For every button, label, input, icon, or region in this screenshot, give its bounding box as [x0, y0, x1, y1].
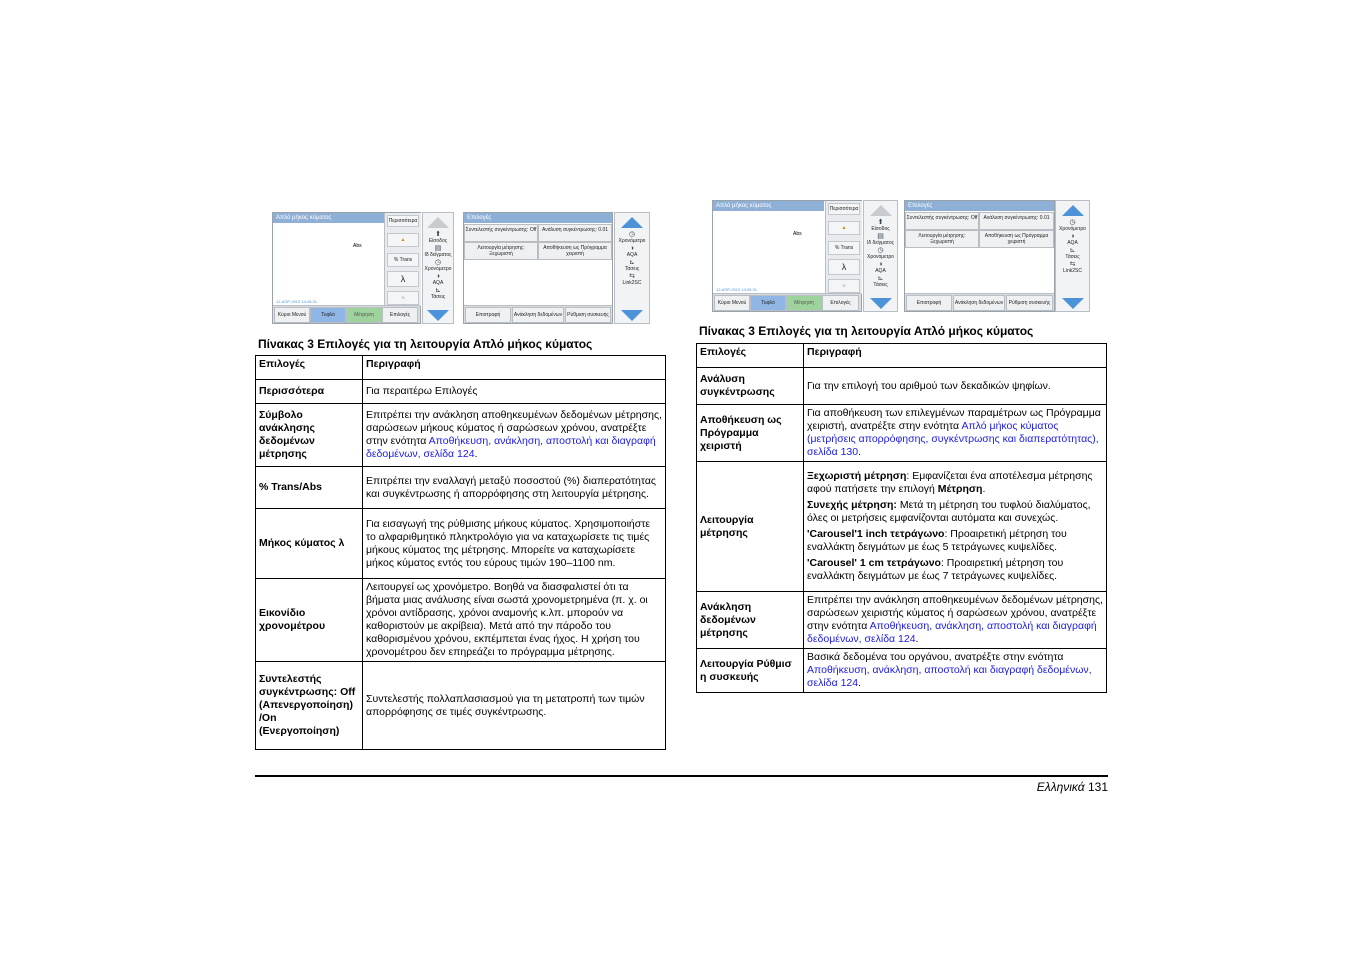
screenshot-main-left	[272, 212, 421, 324]
recall-data-button[interactable]: Ανάκληση δεδομένων	[512, 307, 564, 323]
abs-label: Abs	[793, 231, 802, 237]
option-cell: Ανάκληση δεδομένων μέτρησης	[697, 592, 804, 649]
sample-id-icon[interactable]: ▤ Ιδ δείγματος	[866, 233, 895, 246]
header-options: Επιλογές	[256, 356, 363, 380]
input-icon[interactable]: ⬆ Είσοδος	[871, 219, 890, 232]
option-cell: Σύμβολο ανάκλησης δεδομένων μέτρησης	[256, 404, 363, 467]
side-panel	[384, 213, 421, 306]
option-cell: Περισσότερα	[256, 380, 363, 404]
screenshot-options-left	[463, 212, 613, 324]
scroll-up-icon[interactable]	[864, 203, 897, 216]
table-row	[256, 467, 666, 509]
table-row	[697, 649, 1107, 693]
sample-id-icon[interactable]: ▤ Ιδ δείγματος	[424, 245, 452, 258]
options-bottom-bar	[464, 305, 612, 323]
scroll-arrows-options-left	[614, 212, 650, 324]
save-program-cell[interactable]: Αποθήκευση ως Πρόγραμμα χειριστή	[538, 242, 612, 260]
table-row	[256, 404, 666, 467]
description-cell: Λειτουργεί ως χρονόμετρο. Βοηθά να διασφαλιστεί ότι τα βήματα μιας ανάλυσης είναι σωστά χρονομετρημένα (π. χ. οι χρόνοι αντίδρασης, χρόνοι αναμονής κ.λπ. μπορούν να καθοριστούν με ακρίβεια). Μετά από την πάροδο του καθορισμένου χρόνου, εκπέμπεται ένας ήχος. Η χρήση του χρονομέτρου δεν επηρεάζει το πρόγραμμα μέτρησης.	[363, 579, 666, 662]
more-button[interactable]: Περισσότερα	[387, 215, 419, 227]
link2sc-icon[interactable]: ⇆ Link2SC	[622, 273, 642, 286]
scroll-down-icon[interactable]	[864, 296, 897, 309]
timer-icon[interactable]: ◷ Χρονόμετρο	[424, 259, 452, 272]
description-cell: Επιτρέπει την ανάκληση αποθηκευμένων δεδομένων μέτρησης, σαρώσεων μήκους κύματος ή σαρώσεων χρόνου, ανατρέξτε στην ενότητα Αποθήκευση, ανάκληση, αποστολή και διαγραφή δεδομένων, σελίδα 124.	[363, 404, 666, 467]
description-cell: Επιτρέπει την εναλλαγή μεταξύ ποσοστού (%) διαπερατότητας και συγκέντρωσης ή απορρόφησης στη λειτουργία μέτρησης.	[363, 467, 666, 509]
scroll-up-icon[interactable]	[423, 215, 453, 228]
footer-language: Ελληνικά	[1036, 780, 1085, 794]
blank-button[interactable]: Τυφλό	[310, 307, 346, 323]
input-icon[interactable]: ⬆ Είσοδος	[428, 231, 448, 244]
option-cell: Ανάλυση συγκέντρωσης	[697, 368, 804, 405]
trans-button[interactable]: % Trans	[828, 241, 860, 255]
more-button[interactable]: Περισσότερα	[828, 203, 860, 215]
instrument-setup-button[interactable]: Ρύθμιση συσκευής	[565, 307, 611, 323]
option-cell: Αποθήκευση ως Πρόγραμμα χειριστή	[697, 405, 804, 462]
options-icon-list	[1056, 219, 1089, 295]
back-button[interactable]: Επιστροφή	[906, 295, 952, 311]
screen-title: Απλό μήκος κύματος	[713, 201, 824, 211]
table-header	[697, 344, 1107, 368]
table-caption-left: Πίνακας 3 Επιλογές για τη λειτουργία Απλό μήκος κύματος	[258, 337, 593, 351]
options-table-right	[696, 343, 1107, 693]
options-bottom-bar	[905, 293, 1054, 311]
options-button[interactable]: Επιλογές	[822, 295, 859, 311]
aqa-icon[interactable]: ◑ AQA	[432, 273, 444, 286]
bottom-bar	[713, 293, 861, 311]
footer-rule	[255, 775, 1108, 777]
instrument-setup-button[interactable]: Ρύθμιση συσκευής	[1006, 295, 1053, 311]
conc-factor-cell[interactable]: Συντελεστής συγκέντρωσης: Off	[464, 224, 538, 242]
description-cell: Βασικά δεδομένα του οργάνου, ανατρέξτε στην ενότητα Αποθήκευση, ανάκληση, αποστολή και διαγραφή δεδομένων, σελίδα 124.	[804, 649, 1107, 693]
icon-list	[864, 219, 897, 295]
lambda-button[interactable]: λ	[387, 271, 419, 287]
description-cell	[804, 462, 1107, 592]
recall-icon[interactable]: ▲	[387, 233, 419, 247]
table-caption-right: Πίνακας 3 Επιλογές για τη λειτουργία Απλό μήκος κύματος	[699, 324, 1034, 338]
section-link[interactable]: Αποθήκευση, ανάκληση, αποστολή και διαγραφή δεδομένων, σελίδα 124	[807, 664, 1092, 689]
header-description: Περιγραφή	[363, 356, 666, 380]
scroll-down-icon[interactable]	[1056, 296, 1089, 309]
table-row	[256, 579, 666, 662]
save-program-cell[interactable]: Αποθήκευση ως Πρόγραμμα χειριστή	[979, 230, 1054, 248]
link2sc-icon[interactable]: ⇆ Link2SC	[1063, 261, 1082, 274]
mode-carousel-cm: 'Carousel' 1 cm τετράγωνο: Προαιρετική μέτρηση του εναλλάκτη δειγμάτων με έως 7 τετράγωνες κυψελίδες.	[807, 557, 1064, 582]
mode-continuous: Συνεχής μέτρηση: Μετά τη μέτρηση του τυφλού διαλύματος, όλες οι μετρήσεις εμφανίζονται αυτόματα και συνεχώς.	[807, 499, 1091, 524]
scroll-arrows-left	[422, 212, 454, 324]
options-title: Επιλογές	[464, 213, 612, 223]
option-cell: Λειτουργία Ρύθμισ η συσκευής	[697, 649, 804, 693]
page-footer	[1000, 780, 1108, 794]
scroll-arrows-right	[863, 200, 898, 312]
abs-label: Abs	[353, 243, 362, 249]
scroll-arrows-options-right	[1055, 200, 1090, 312]
main-menu-button[interactable]: Κύριο Μενού	[714, 295, 750, 311]
aqa-icon[interactable]: ◑ AQA	[626, 245, 638, 258]
option-cell: Συντελεστής συγκέντρωσης: Off (Απενεργοποίηση) /On (Ενεργοποίηση)	[256, 662, 363, 750]
description-cell: Για την επιλογή του αριθμού των δεκαδικών ψηφίων.	[804, 368, 1107, 405]
table-row	[256, 509, 666, 579]
header-description: Περιγραφή	[804, 344, 1107, 368]
page-number: 131	[1087, 780, 1108, 794]
conc-resolution-cell[interactable]: Ανάλυση συγκέντρωσης: 0.01	[538, 224, 612, 242]
trends-icon[interactable]: ⊾ Τάσεις	[430, 287, 446, 300]
section-link[interactable]: Απλό μήκος κύματος (μετρήσεις απορρόφησης, συγκέντρωσης και διαπερατότητας), σελίδα 130	[807, 420, 1099, 458]
options-icon-list	[615, 231, 649, 307]
side-panel	[825, 201, 862, 294]
option-cell: Εικονίδιο χρονομέτρου	[256, 579, 363, 662]
measure-mode-cell[interactable]: Λειτουργία μέτρησης: Ξεχωριστή	[905, 230, 979, 248]
table-row	[256, 662, 666, 750]
scroll-up-icon[interactable]	[615, 215, 649, 228]
scroll-up-icon[interactable]	[1056, 203, 1089, 216]
lambda-button[interactable]: λ	[828, 259, 860, 275]
table-row	[697, 405, 1107, 462]
bottom-bar	[273, 305, 420, 323]
section-link[interactable]: Αποθήκευση, ανάκληση, αποστολή και διαγραφή δεδομένων, σελίδα 124	[807, 620, 1097, 645]
mode-single: Ξεχωριστή μέτρηση: Εμφανίζεται ένα αποτέλεσμα μέτρησης αφού πατήσετε την επιλογή Μέτρηση.	[807, 470, 1093, 495]
disabled-icon: ■	[828, 279, 860, 293]
description-cell: Επιτρέπει την ανάκληση αποθηκευμένων δεδομένων μέτρησης, σαρώσεων χειριστής κύματος ή σαρώσεων χρόνου, ανατρέξτε στην ενότητα Αποθήκευση, ανάκληση, αποστολή και διαγραφή δεδομένων, σελίδα 124.	[804, 592, 1107, 649]
scroll-down-icon[interactable]	[615, 308, 649, 321]
options-table-left	[255, 355, 666, 750]
conc-resolution-cell[interactable]: Ανάλυση συγκέντρωσης: 0.01	[979, 212, 1054, 230]
timestamp: 12-ΑΠΡ-2012 14:26:31	[716, 287, 757, 292]
scroll-down-icon[interactable]	[423, 308, 453, 321]
table-row	[697, 592, 1107, 649]
options-title: Επιλογές	[905, 201, 1054, 211]
recall-icon[interactable]: ▲	[828, 221, 860, 235]
timestamp: 12-ΑΠΡ-2012 14:26:31	[276, 299, 317, 304]
mode-carousel-inch: 'Carousel'1 inch τετράγωνο: Προαιρετική μέτρηση του εναλλάκτη δειγμάτων με έως 5 τετράγωνες κυψελίδες.	[807, 528, 1067, 553]
measure-mode-cell[interactable]: Λειτουργία μέτρησης: Ξεχωριστή	[464, 242, 538, 260]
blank-button[interactable]: Τυφλό	[750, 295, 786, 311]
table-row	[256, 380, 666, 404]
measure-button[interactable]: Μέτρηση	[346, 307, 382, 323]
conc-factor-cell[interactable]: Συντελεστής συγκέντρωσης: Off	[905, 212, 979, 230]
aqa-icon[interactable]: ◑ AQA	[875, 261, 886, 274]
timer-icon[interactable]: ◷ Χρονόμετρο	[618, 231, 646, 244]
options-button[interactable]: Επιλογές	[382, 307, 418, 323]
trends-icon[interactable]: ⊾ Τάσεις	[624, 259, 640, 272]
option-cell: Μήκος κύματος λ	[256, 509, 363, 579]
description-cell: Για περαιτέρω Επιλογές	[363, 380, 666, 404]
timer-icon[interactable]: ◷ Χρονόμετρο	[1059, 219, 1086, 232]
description-cell: Για αποθήκευση των επιλεγμένων παραμέτρων ως Πρόγραμμα χειριστή, ανατρέξτε στην ενότητα Απλό μήκος κύματος (μετρήσεις απορρόφησης, συγκέντρωσης και διαπερατότητας), σελίδα 130.	[804, 405, 1107, 462]
description-cell: Συντελεστής πολλαπλασιασμού για τη μετατροπή των τιμών απορρόφησης σε τιμές συγκέντρωσης.	[363, 662, 666, 750]
icon-list	[423, 231, 453, 307]
screenshot-options-right	[904, 200, 1055, 312]
table-row	[697, 368, 1107, 405]
screenshot-main-right	[712, 200, 862, 312]
description-cell: Για εισαγωγή της ρύθμισης μήκους κύματος. Χρησιμοποιήστε το αλφαριθμητικό πληκτρολόγιο για να καταχωρίσετε τις τιμές μήκους κύματος της μέτρησης. Μπορείτε να καταχωρίσετε μήκος κύματος εντός του εύρους τιμών 190–1100 nm.	[363, 509, 666, 579]
trends-icon[interactable]: ⊾ Τάσεις	[873, 275, 888, 288]
option-cell: % Trans/Abs	[256, 467, 363, 509]
trans-button[interactable]: % Trans	[387, 253, 419, 267]
table-row	[697, 462, 1107, 592]
screen-title: Απλό μήκος κύματος	[273, 213, 384, 223]
disabled-icon: ■	[387, 291, 419, 305]
section-link[interactable]: Αποθήκευση, ανάκληση, αποστολή και διαγραφή δεδομένων, σελίδα 124	[366, 435, 656, 460]
header-options: Επιλογές	[697, 344, 804, 368]
main-menu-button[interactable]: Κύριο Μενού	[274, 307, 310, 323]
table-header	[256, 356, 666, 380]
option-cell: Λειτουργία μέτρησης	[697, 462, 804, 592]
trends-icon[interactable]: ⊾ Τάσεις	[1065, 247, 1080, 260]
recall-data-button[interactable]: Ανάκληση δεδομένων	[953, 295, 1005, 311]
measure-button[interactable]: Μέτρηση	[786, 295, 822, 311]
back-button[interactable]: Επιστροφή	[465, 307, 511, 323]
timer-icon[interactable]: ◷ Χρονόμετρο	[867, 247, 894, 260]
aqa-icon[interactable]: ◑ AQA	[1067, 233, 1078, 246]
